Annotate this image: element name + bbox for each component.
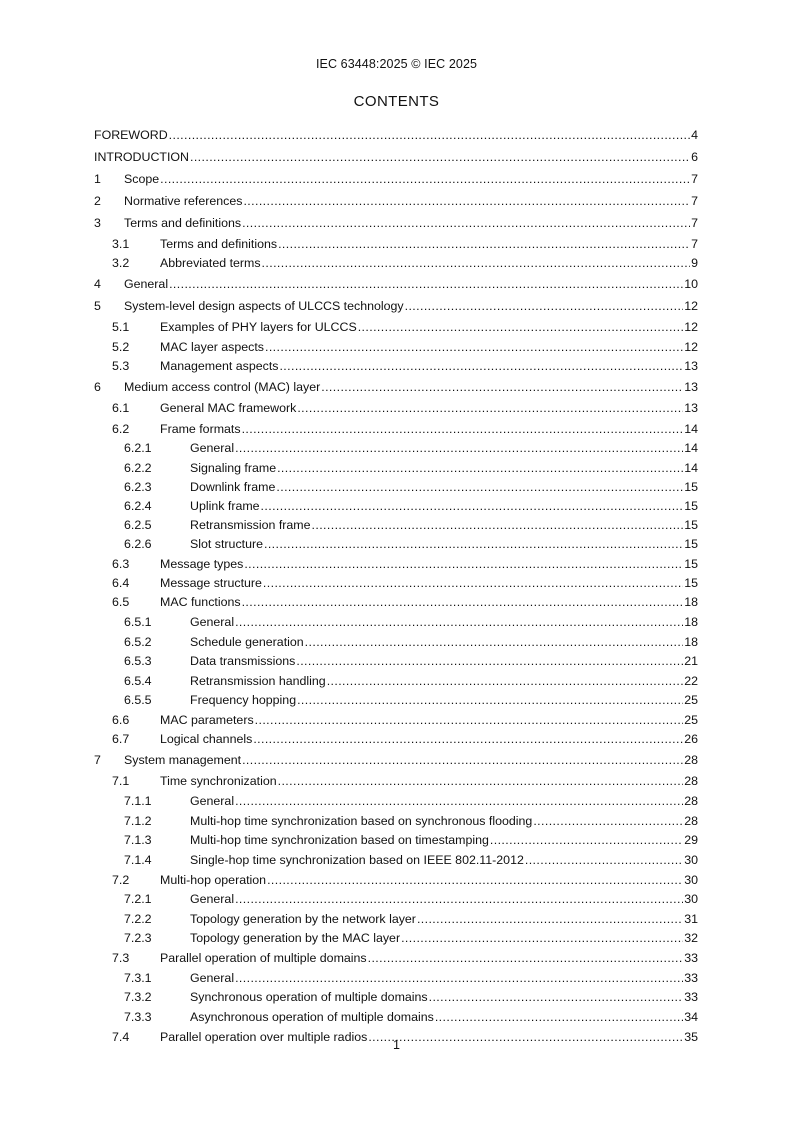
toc-entry-number: 5.3: [112, 359, 130, 373]
toc-entry-page: 30: [684, 892, 698, 906]
toc-entry-title[interactable]: FOREWORD: [94, 128, 168, 142]
toc-leader-dots: [279, 357, 683, 376]
toc-entry-number: 3.2: [112, 256, 130, 270]
toc-entry-title[interactable]: General: [190, 892, 235, 906]
toc-entry[interactable]: [94, 439, 698, 458]
toc-leader-dots: [312, 516, 684, 535]
toc-entry-number: 7.2.3: [124, 931, 152, 945]
toc-entry-title[interactable]: Single-hop time synchronization based on IEEE 802.11-2012: [190, 853, 524, 867]
toc-entry-page: 30: [684, 873, 698, 887]
toc-leader-dots: [435, 1007, 683, 1027]
toc-entry-number: 6.5.2: [124, 635, 152, 649]
toc-entry-page: 33: [684, 971, 698, 985]
toc-entry[interactable]: [94, 870, 698, 890]
toc-leader-dots: [327, 671, 684, 691]
toc-entry-page: 31: [684, 912, 698, 926]
toc-entry[interactable]: [94, 831, 698, 850]
toc-entry-page: 14: [684, 422, 698, 436]
toc-entry-page: 7: [691, 216, 698, 230]
toc-entry[interactable]: [94, 554, 698, 574]
toc-entry-number: 6.4: [112, 576, 130, 590]
toc-entry[interactable]: [94, 948, 698, 968]
toc-leader-dots: [242, 419, 684, 439]
toc-leader-dots: [297, 398, 683, 419]
toc-leader-dots: [261, 497, 684, 516]
toc-leader-dots: [160, 168, 690, 190]
toc-entry[interactable]: [94, 478, 698, 497]
toc-entry[interactable]: [94, 458, 698, 478]
toc-entry-title[interactable]: MAC parameters: [160, 713, 254, 727]
toc-leader-dots: [253, 730, 683, 749]
toc-leader-dots: [278, 234, 690, 254]
toc-entry-number: 6.2.4: [124, 499, 152, 513]
toc-entry-title[interactable]: Slot structure: [190, 537, 263, 551]
toc-entry-page: 9: [691, 256, 698, 270]
toc-entry[interactable]: [94, 124, 698, 146]
toc-leader-dots: [276, 478, 683, 497]
toc-entry-title[interactable]: System-level design aspects of ULCCS technology: [124, 299, 404, 313]
toc-entry-title[interactable]: Logical channels: [160, 732, 253, 746]
toc-entry[interactable]: [94, 671, 698, 691]
toc-entry-page: 4: [691, 128, 698, 142]
toc-entry-page: 28: [684, 814, 698, 828]
toc-entry[interactable]: [94, 593, 698, 612]
toc-entry[interactable]: [94, 574, 698, 593]
toc-entry-page: 28: [684, 794, 698, 808]
toc-entry-page: 30: [684, 853, 698, 867]
toc-entry-title[interactable]: MAC layer aspects: [160, 340, 264, 354]
toc-leader-dots: [235, 792, 683, 811]
toc-entry-page: 15: [684, 499, 698, 513]
toc-entry-title[interactable]: General: [190, 794, 235, 808]
toc-leader-dots: [235, 439, 683, 458]
toc-entry-number: 6.5.3: [124, 654, 152, 668]
toc-entry-title[interactable]: General: [190, 441, 235, 455]
toc-entry[interactable]: [94, 419, 698, 439]
toc-entry-title[interactable]: Asynchronous operation of multiple domains: [190, 1010, 434, 1024]
toc-entry[interactable]: [94, 497, 698, 516]
toc-entry[interactable]: [94, 710, 698, 730]
toc-entry-page: 35: [684, 1030, 698, 1044]
toc-entry-page: 32: [684, 931, 698, 945]
toc-entry-page: 18: [684, 635, 698, 649]
toc-leader-dots: [263, 574, 683, 593]
toc-entry[interactable]: [94, 273, 698, 295]
toc-entry-title[interactable]: Message types: [160, 557, 244, 571]
toc-entry-page: 7: [691, 172, 698, 186]
toc-entry-page: 10: [684, 277, 698, 291]
toc-entry[interactable]: [94, 146, 698, 168]
toc-entry-title[interactable]: Downlink frame: [190, 480, 276, 494]
toc-entry-number: 6.7: [112, 732, 130, 746]
toc-entry-page: 28: [684, 753, 698, 767]
toc-entry[interactable]: [94, 212, 698, 234]
toc-entry-number: 6.6: [112, 713, 130, 727]
toc-entry[interactable]: [94, 398, 698, 419]
toc-entry-page: 15: [684, 480, 698, 494]
toc-entry-number: 7.3: [112, 951, 130, 965]
toc-entry[interactable]: [94, 357, 698, 376]
toc-entry-number: 6.1: [112, 401, 130, 415]
toc-leader-dots: [278, 771, 684, 792]
toc-leader-dots: [235, 968, 683, 988]
toc-entry-title[interactable]: Retransmission frame: [190, 518, 311, 532]
toc-entry-title[interactable]: MAC functions: [160, 595, 241, 609]
toc-entry-page: 13: [684, 359, 698, 373]
toc-entry-page: 15: [684, 557, 698, 571]
toc-entry-number: 7.3.2: [124, 990, 152, 1004]
toc-leader-dots: [490, 831, 683, 850]
page-title: CONTENTS: [353, 93, 440, 110]
toc-entry-title[interactable]: Multi-hop operation: [160, 873, 267, 887]
toc-entry-page: 33: [684, 990, 698, 1004]
toc-entry-number: 1: [94, 172, 101, 186]
toc-entry[interactable]: [94, 632, 698, 652]
toc-entry-title[interactable]: Terms and definitions: [160, 237, 278, 251]
toc-leader-dots: [533, 811, 683, 831]
toc-leader-dots: [417, 909, 683, 929]
toc-leader-dots: [264, 535, 683, 554]
toc-entry[interactable]: [94, 652, 698, 671]
toc-leader-dots: [525, 850, 683, 870]
toc-entry-title[interactable]: System management: [124, 753, 242, 767]
toc-entry-page: 12: [684, 340, 698, 354]
toc-leader-dots: [368, 948, 684, 968]
document-header: IEC 63448:2025 © IEC 2025: [315, 57, 478, 71]
toc-leader-dots: [255, 710, 684, 730]
toc-entry-number: 7.1: [112, 774, 130, 788]
toc-leader-dots: [242, 749, 683, 771]
toc-entry-title[interactable]: General MAC framework: [160, 401, 297, 415]
toc-entry-title[interactable]: Topology generation by the network layer: [190, 912, 416, 926]
toc-entry-title[interactable]: Message structure: [160, 576, 262, 590]
toc-entry-number: 7.1.3: [124, 833, 152, 847]
toc-entry-number: 2: [94, 194, 101, 208]
toc-entry[interactable]: [94, 890, 698, 909]
toc-entry-number: 6.2: [112, 422, 130, 436]
toc-entry-number: 7.2: [112, 873, 130, 887]
toc-entry[interactable]: [94, 317, 698, 337]
toc-entry-page: 18: [684, 615, 698, 629]
toc-entry[interactable]: [94, 968, 698, 988]
toc-entry[interactable]: [94, 988, 698, 1007]
toc-entry-page: 6: [691, 150, 698, 164]
toc-entry[interactable]: [94, 234, 698, 254]
toc-entry-page: 25: [684, 693, 698, 707]
toc-entry[interactable]: [94, 337, 698, 357]
toc-entry-page: 13: [684, 401, 698, 415]
toc-entry-number: 7.3.1: [124, 971, 152, 985]
toc-leader-dots: [429, 988, 684, 1007]
toc-entry-number: 6.3: [112, 557, 130, 571]
toc-leader-dots: [244, 554, 683, 574]
toc-entry-title[interactable]: Time synchronization: [160, 774, 277, 788]
toc-leader-dots: [277, 458, 683, 478]
toc-entry-page: 33: [684, 951, 698, 965]
toc-entry[interactable]: [94, 376, 698, 398]
toc-entry-title[interactable]: Terms and definitions: [124, 216, 242, 230]
toc-entry-number: 3: [94, 216, 101, 230]
toc-entry[interactable]: [94, 850, 698, 870]
toc-entry-title[interactable]: Retransmission handling: [190, 674, 326, 688]
toc-entry-title[interactable]: Schedule generation: [190, 635, 304, 649]
toc-leader-dots: [190, 146, 690, 168]
page-number: 1: [393, 1038, 400, 1052]
toc-entry[interactable]: [94, 730, 698, 749]
toc-entry[interactable]: [94, 254, 698, 273]
toc-leader-dots: [321, 376, 683, 398]
toc-entry-number: 6.5.4: [124, 674, 152, 688]
toc-entry-number: 7.4: [112, 1030, 130, 1044]
toc-entry-page: 34: [684, 1010, 698, 1024]
toc-leader-dots: [169, 273, 683, 295]
toc-entry-title[interactable]: Management aspects: [160, 359, 279, 373]
toc-entry-number: 7.2.1: [124, 892, 152, 906]
toc-entry-page: 14: [684, 441, 698, 455]
toc-entry[interactable]: [94, 516, 698, 535]
toc-entry[interactable]: [94, 749, 698, 771]
toc-entry-number: 6.5: [112, 595, 130, 609]
toc-entry-page: 22: [684, 674, 698, 688]
toc-entry-number: 6.2.3: [124, 480, 152, 494]
toc-entry-number: 3.1: [112, 237, 130, 251]
toc-leader-dots: [305, 632, 684, 652]
toc-entry-page: 25: [684, 713, 698, 727]
toc-leader-dots: [243, 190, 690, 212]
toc-entry-number: 4: [94, 277, 101, 291]
table-of-contents: [94, 124, 698, 1047]
toc-entry-page: 29: [684, 833, 698, 847]
toc-entry[interactable]: [94, 811, 698, 831]
toc-entry-title[interactable]: Medium access control (MAC) layer: [124, 380, 321, 394]
toc-entry-title[interactable]: Abbreviated terms: [160, 256, 261, 270]
toc-leader-dots: [296, 652, 683, 671]
toc-entry[interactable]: [94, 612, 698, 632]
toc-entry-title[interactable]: Parallel operation over multiple radios: [160, 1030, 368, 1044]
toc-entry-title[interactable]: General: [190, 615, 235, 629]
toc-entry-number: 5.1: [112, 320, 130, 334]
toc-entry-number: 6.5.5: [124, 693, 152, 707]
toc-entry[interactable]: [94, 295, 698, 317]
toc-entry-title[interactable]: INTRODUCTION: [94, 150, 189, 164]
toc-entry-number: 6.2.2: [124, 461, 152, 475]
toc-entry-page: 12: [684, 320, 698, 334]
toc-entry-title[interactable]: Synchronous operation of multiple domains: [190, 990, 428, 1004]
toc-leader-dots: [401, 929, 683, 948]
toc-leader-dots: [242, 593, 684, 612]
toc-entry-page: 21: [684, 654, 698, 668]
toc-entry[interactable]: [94, 792, 698, 811]
toc-entry-number: 5.2: [112, 340, 130, 354]
toc-entry-number: 7.1.4: [124, 853, 152, 867]
toc-entry[interactable]: [94, 691, 698, 710]
toc-entry[interactable]: [94, 168, 698, 190]
toc-entry-number: 6: [94, 380, 101, 394]
toc-entry-title[interactable]: Examples of PHY layers for ULCCS: [160, 320, 357, 334]
toc-entry-number: 7.1.2: [124, 814, 152, 828]
toc-leader-dots: [265, 337, 683, 357]
toc-leader-dots: [242, 212, 690, 234]
toc-entry-page: 7: [691, 237, 698, 251]
toc-entry-page: 13: [684, 380, 698, 394]
toc-entry[interactable]: [94, 909, 698, 929]
toc-entry-number: 6.2.1: [124, 441, 152, 455]
toc-leader-dots: [235, 890, 683, 909]
toc-entry-title[interactable]: General: [124, 277, 169, 291]
toc-leader-dots: [405, 295, 684, 317]
toc-entry-page: 26: [684, 732, 698, 746]
toc-entry-title[interactable]: Scope: [124, 172, 160, 186]
toc-entry-title[interactable]: Topology generation by the MAC layer: [190, 931, 401, 945]
toc-entry[interactable]: [94, 190, 698, 212]
toc-entry-number: 6.2.6: [124, 537, 152, 551]
toc-entry-title[interactable]: Normative references: [124, 194, 243, 208]
toc-entry-page: 28: [684, 774, 698, 788]
toc-leader-dots: [262, 254, 691, 273]
toc-leader-dots: [267, 870, 683, 890]
toc-entry-title[interactable]: Data transmissions: [190, 654, 296, 668]
toc-entry[interactable]: [94, 929, 698, 948]
toc-entry-number: 6.5.1: [124, 615, 152, 629]
toc-entry-title[interactable]: General: [190, 971, 235, 985]
toc-entry-title[interactable]: Signaling frame: [190, 461, 277, 475]
toc-entry-page: 15: [684, 518, 698, 532]
toc-entry[interactable]: [94, 771, 698, 792]
toc-entry-page: 12: [684, 299, 698, 313]
toc-entry[interactable]: [94, 535, 698, 554]
toc-entry-title[interactable]: Multi-hop time synchronization based on synchronous flooding: [190, 814, 533, 828]
toc-entry-number: 7.3.3: [124, 1010, 152, 1024]
toc-entry-number: 7.2.2: [124, 912, 152, 926]
toc-leader-dots: [297, 691, 683, 710]
toc-leader-dots: [235, 612, 683, 632]
toc-entry-number: 7.1.1: [124, 794, 152, 808]
toc-entry-title[interactable]: Parallel operation of multiple domains: [160, 951, 367, 965]
toc-entry-title[interactable]: Multi-hop time synchronization based on timestamping: [190, 833, 489, 847]
toc-leader-dots: [169, 124, 690, 146]
toc-entry-page: 7: [691, 194, 698, 208]
toc-entry-title[interactable]: Frame formats: [160, 422, 241, 436]
toc-entry-page: 15: [684, 537, 698, 551]
toc-entry-page: 15: [684, 576, 698, 590]
toc-entry-number: 7: [94, 753, 101, 767]
toc-entry[interactable]: [94, 1007, 698, 1027]
toc-entry-page: 14: [684, 461, 698, 475]
toc-entry-number: 5: [94, 299, 101, 313]
toc-entry-number: 6.2.5: [124, 518, 152, 532]
toc-entry-title[interactable]: Frequency hopping: [190, 693, 297, 707]
toc-entry-page: 18: [684, 595, 698, 609]
toc-leader-dots: [358, 317, 683, 337]
toc-entry-title[interactable]: Uplink frame: [190, 499, 260, 513]
